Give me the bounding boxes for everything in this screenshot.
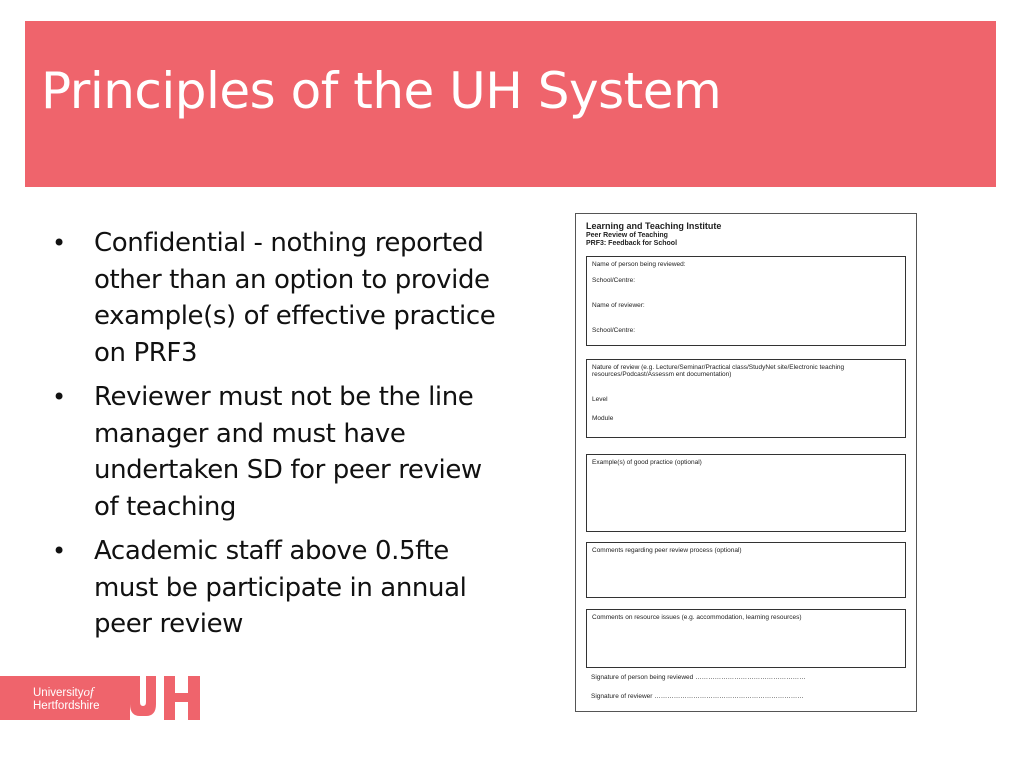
form-signature-reviewer: Signature of reviewer …………………………………………………………… xyxy=(591,693,804,700)
uh-logo-mark xyxy=(118,672,204,720)
university-logo-text xyxy=(33,685,99,713)
form-box-comments-resources xyxy=(586,609,906,668)
bullet-text: Reviewer must not be the line manager and must have undertaken SD for peer review of teaching xyxy=(94,382,482,522)
form-field-school: School/Centre: xyxy=(592,277,635,284)
bullet-dot-icon: • xyxy=(52,229,66,257)
form-field-level: Level xyxy=(592,396,608,403)
form-box-nature xyxy=(586,359,906,438)
bullet-dot-icon: • xyxy=(52,383,66,411)
logo-word-of: of xyxy=(83,684,94,699)
uh-logo-h-bar xyxy=(175,693,188,702)
form-field-school: School/Centre: xyxy=(592,327,635,334)
bullet-item xyxy=(52,225,512,371)
form-box-identity xyxy=(586,256,906,346)
form-box-comments-process xyxy=(586,542,906,598)
form-field-comments-resources: Comments on resource issues (e.g. accommodation, learning resources) xyxy=(592,614,802,621)
form-header-subtitle: PRF3: Feedback for School xyxy=(586,240,678,247)
bullet-text: Academic staff above 0.5fte must be participate in annual peer review xyxy=(94,536,467,639)
form-header-title: Peer Review of Teaching xyxy=(586,231,668,239)
form-header xyxy=(586,222,721,249)
form-field-nature-cont: resources/Podcast/Assessm ent documentation) xyxy=(592,371,732,378)
slide-title: Principles of the UH System xyxy=(41,62,722,120)
uh-logo-h-left xyxy=(164,676,175,720)
form-field-name-reviewed: Name of person being reviewed: xyxy=(592,261,686,268)
title-bar xyxy=(25,21,996,187)
logo-word-university: University xyxy=(33,687,84,699)
form-box-good-practice xyxy=(586,454,906,532)
form-field-comments-process: Comments regarding peer review process (optional) xyxy=(592,547,742,554)
form-field-name-reviewer: Name of reviewer: xyxy=(592,302,645,309)
form-header-institute: Learning and Teaching Institute xyxy=(586,221,722,231)
uh-logo-h-right xyxy=(188,676,200,720)
form-signature-reviewed: Signature of person being reviewed …………………………………………… xyxy=(591,674,806,681)
form-field-good-practice: Example(s) of good practice (optional) xyxy=(592,459,702,466)
bullet-item xyxy=(52,379,512,525)
logo-word-hertfordshire: Hertfordshire xyxy=(33,700,100,712)
bullet-list xyxy=(52,225,512,651)
bullet-item xyxy=(52,533,512,643)
bullet-text: Confidential - nothing reported other than an option to provide example(s) of effective practice on PRF3 xyxy=(94,228,496,368)
prf3-form-image xyxy=(575,213,917,712)
form-field-nature: Nature of review (e.g. Lecture/Seminar/Practical class/StudyNet site/Electronic teaching xyxy=(592,364,845,371)
uh-logo-u-left xyxy=(118,676,130,720)
uh-logo-u xyxy=(130,676,156,716)
bullet-dot-icon: • xyxy=(52,537,66,565)
form-field-module: Module xyxy=(592,415,614,422)
